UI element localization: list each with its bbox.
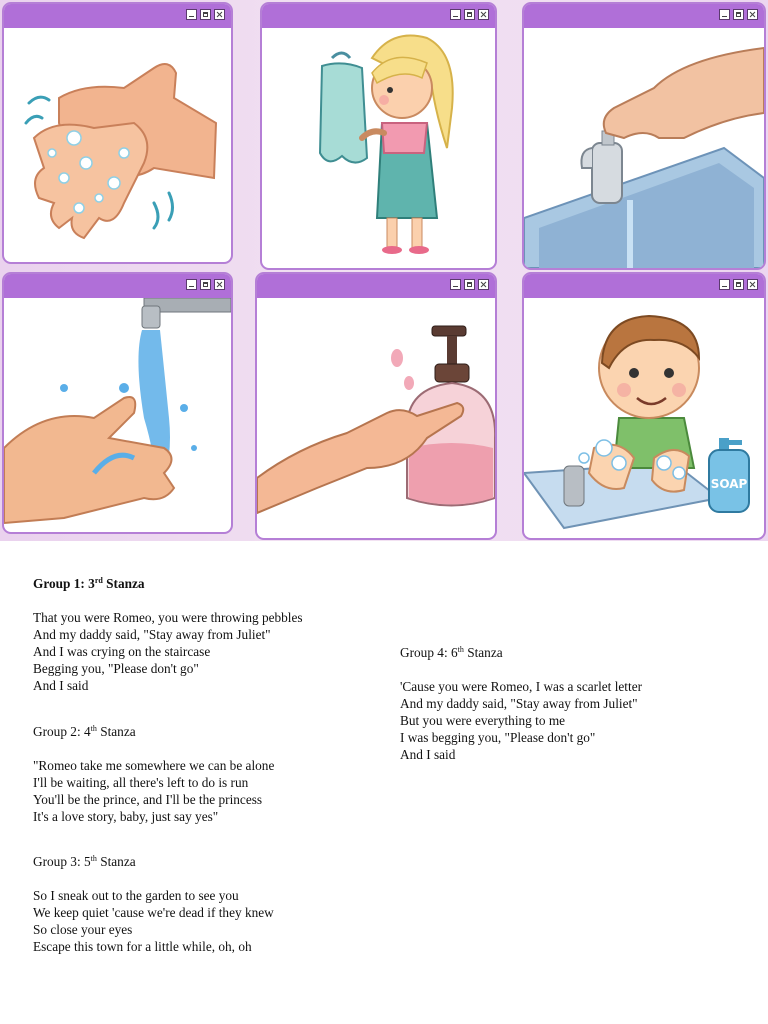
image-window-faucet	[522, 2, 766, 270]
stanza-title: Stanza	[100, 854, 136, 869]
lyric-line: And I was crying on the staircase	[33, 643, 211, 659]
minimize-icon[interactable]	[186, 9, 197, 20]
lyric-line: I was begging you, "Please don't go"	[400, 729, 596, 745]
stanza-group-1	[33, 576, 303, 694]
lyric-line: I'll be waiting, all there's left to do is run	[33, 774, 249, 790]
image-window-rinsing	[2, 272, 233, 534]
close-icon[interactable]	[214, 279, 225, 290]
stanza-heading	[33, 724, 274, 741]
stanza-group-3	[33, 854, 274, 956]
image-window-boy-washing	[522, 272, 766, 540]
lyric-line: That you were Romeo, you were throwing pebbles	[33, 609, 303, 625]
window-title-bar	[257, 274, 495, 298]
faucet-illustration	[524, 28, 764, 268]
stanza-title: Stanza	[467, 645, 503, 660]
stanza-group-4	[400, 645, 642, 763]
maximize-icon[interactable]	[733, 9, 744, 20]
image-window-soap-pump	[255, 272, 497, 540]
girl-drying-hands-illustration	[262, 28, 495, 268]
lyric-line: "Romeo take me somewhere we can be alone	[33, 757, 275, 773]
minimize-icon[interactable]	[450, 279, 461, 290]
lyric-line: Begging you, "Please don't go"	[33, 660, 199, 676]
minimize-icon[interactable]	[450, 9, 461, 20]
stanza-title: Stanza	[100, 724, 136, 739]
lyric-line: 'Cause you were Romeo, I was a scarlet letter	[400, 678, 643, 694]
boy-washing-hands-illustration	[524, 298, 764, 538]
minimize-icon[interactable]	[186, 279, 197, 290]
maximize-icon[interactable]	[464, 279, 475, 290]
stanza-title: Stanza	[106, 576, 145, 591]
lyric-line: You'll be the prince, and I'll be the princess	[33, 791, 263, 807]
lyric-line: And my daddy said, "Stay away from Juliet"	[400, 695, 638, 711]
ordinal-suffix: rd	[94, 576, 103, 585]
group-label: Group 3: 5	[33, 854, 91, 869]
hands-scrubbing-illustration	[4, 28, 231, 262]
lyric-line: Escape this town for a little while, oh, oh	[33, 938, 252, 954]
maximize-icon[interactable]	[464, 9, 475, 20]
maximize-icon[interactable]	[200, 9, 211, 20]
window-title-bar	[4, 274, 231, 298]
stanza-heading	[33, 576, 303, 593]
minimize-icon[interactable]	[719, 9, 730, 20]
stanza-group-2	[33, 724, 274, 826]
ordinal-suffix: th	[90, 854, 97, 863]
close-icon[interactable]	[478, 279, 489, 290]
stanza-heading	[400, 645, 642, 662]
close-icon[interactable]	[478, 9, 489, 20]
maximize-icon[interactable]	[733, 279, 744, 290]
image-window-towel	[260, 2, 497, 270]
lyric-line: And I said	[400, 746, 456, 762]
group-label: Group 1: 3	[33, 576, 95, 591]
close-icon[interactable]	[747, 279, 758, 290]
image-window-scrubbing	[2, 2, 233, 264]
window-title-bar	[4, 4, 231, 28]
lyric-line: So I sneak out to the garden to see you	[33, 887, 239, 903]
close-icon[interactable]	[214, 9, 225, 20]
rinsing-hands-illustration	[4, 298, 231, 532]
ordinal-suffix: th	[90, 724, 97, 733]
minimize-icon[interactable]	[719, 279, 730, 290]
lyric-line: And I said	[33, 677, 89, 693]
maximize-icon[interactable]	[200, 279, 211, 290]
stanza-heading	[33, 854, 274, 871]
ordinal-suffix: th	[457, 645, 464, 654]
lyric-line: And my daddy said, "Stay away from Juliet"	[33, 626, 271, 642]
lyric-line: We keep quiet 'cause we're dead if they knew	[33, 904, 274, 920]
window-title-bar	[262, 4, 495, 28]
lyric-line: It's a love story, baby, just say yes"	[33, 808, 219, 824]
lyric-line: So close your eyes	[33, 921, 133, 937]
window-title-bar	[524, 274, 764, 298]
lyric-line: But you were everything to me	[400, 712, 566, 728]
soap-label: SOAP	[710, 477, 748, 491]
close-icon[interactable]	[747, 9, 758, 20]
window-title-bar	[524, 4, 764, 28]
group-label: Group 2: 4	[33, 724, 91, 739]
group-label: Group 4: 6	[400, 645, 458, 660]
soap-pump-illustration	[257, 298, 495, 538]
